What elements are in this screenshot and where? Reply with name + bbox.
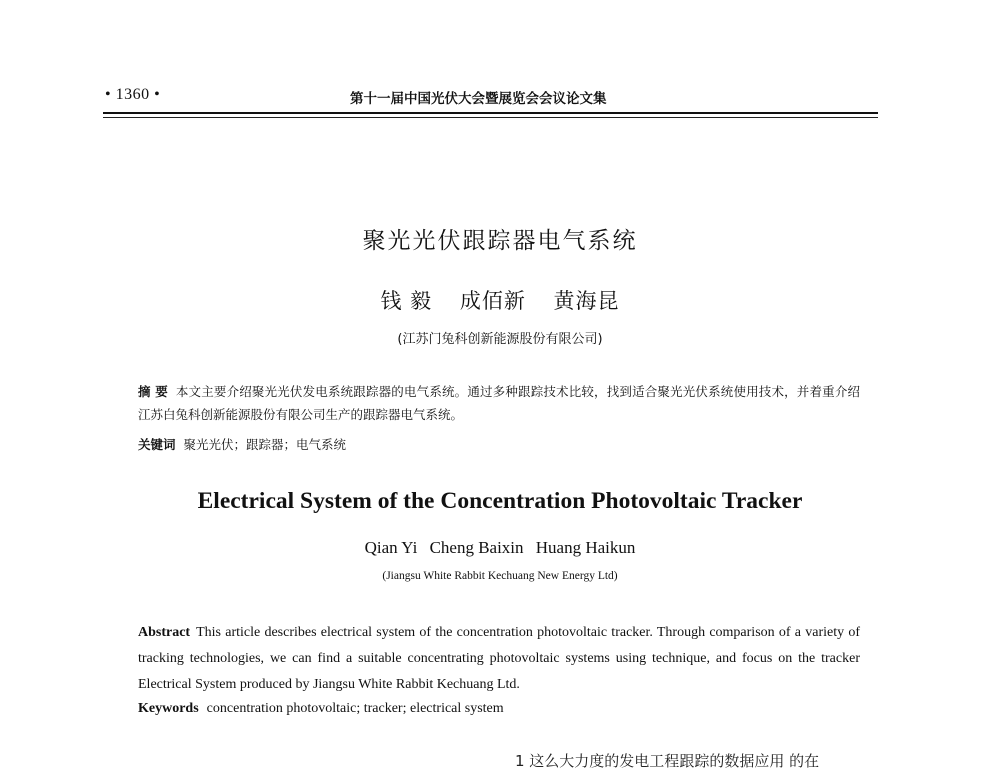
chinese-keywords-label: 关键词 bbox=[138, 437, 176, 452]
chinese-affiliation: (江苏门兔科创新能源股份有限公司) bbox=[397, 332, 603, 347]
fragment-text: 1 这么大力度的发电工程跟踪的数据应用 的在 bbox=[515, 752, 820, 770]
chinese-authors bbox=[0, 285, 1000, 315]
author-name: 成佰新 bbox=[459, 289, 526, 313]
chinese-keywords-text: 聚光光伏；跟踪器；电气系统 bbox=[183, 437, 347, 452]
chinese-abstract-text: 本文主要介绍聚光光伏发电系统跟踪器的电气系统。通过多种跟踪技术比较，找到适合聚光光伏系统使用技术，并着重介绍江苏白兔科创新能源股份有限公司生产的跟踪器电气系统。 bbox=[138, 384, 860, 422]
chinese-abstract bbox=[138, 380, 860, 426]
english-keywords-label: Keywords bbox=[138, 701, 199, 716]
english-keywords bbox=[138, 701, 860, 717]
english-authors bbox=[0, 538, 1000, 558]
english-abstract-label: Abstract bbox=[138, 625, 191, 640]
page-number: • 1360 • bbox=[105, 86, 161, 103]
running-title: 第十一届中国光伏大会暨展览会会议论文集 bbox=[350, 91, 607, 107]
english-affiliation: (Jiangsu White Rabbit Kechuang New Energy Ltd) bbox=[382, 570, 618, 582]
author-name: Cheng Baixin bbox=[429, 538, 524, 557]
chinese-keywords bbox=[138, 435, 860, 453]
chinese-abstract-label: 摘 要 bbox=[138, 384, 168, 399]
english-keywords-text: concentration photovoltaic; tracker; electrical system bbox=[206, 701, 504, 716]
header-rule-thin bbox=[103, 117, 878, 118]
next-page-text-fragment bbox=[515, 750, 885, 770]
author-name: Qian Yi bbox=[364, 538, 418, 557]
author-name: Huang Haikun bbox=[535, 538, 636, 557]
header-rule-thick bbox=[103, 112, 878, 114]
chinese-title: 聚光光伏跟踪器电气系统 bbox=[362, 228, 638, 254]
english-abstract-text: This article describes electrical system of the concentration photovoltaic tracker. Through comparison of a variety of tracking technologies, we can find a suitable concentrating photovoltaic systems using technique, and focus on the tracker Electrical System produced by Jiangsu White Rabbit Kechuang Ltd. bbox=[138, 625, 860, 692]
author-name: 钱 毅 bbox=[380, 289, 433, 313]
author-name: 黄海昆 bbox=[553, 289, 620, 313]
page-header bbox=[105, 86, 878, 108]
english-abstract bbox=[138, 620, 860, 698]
english-title: Electrical System of the Concentration Photovoltaic Tracker bbox=[197, 488, 803, 514]
